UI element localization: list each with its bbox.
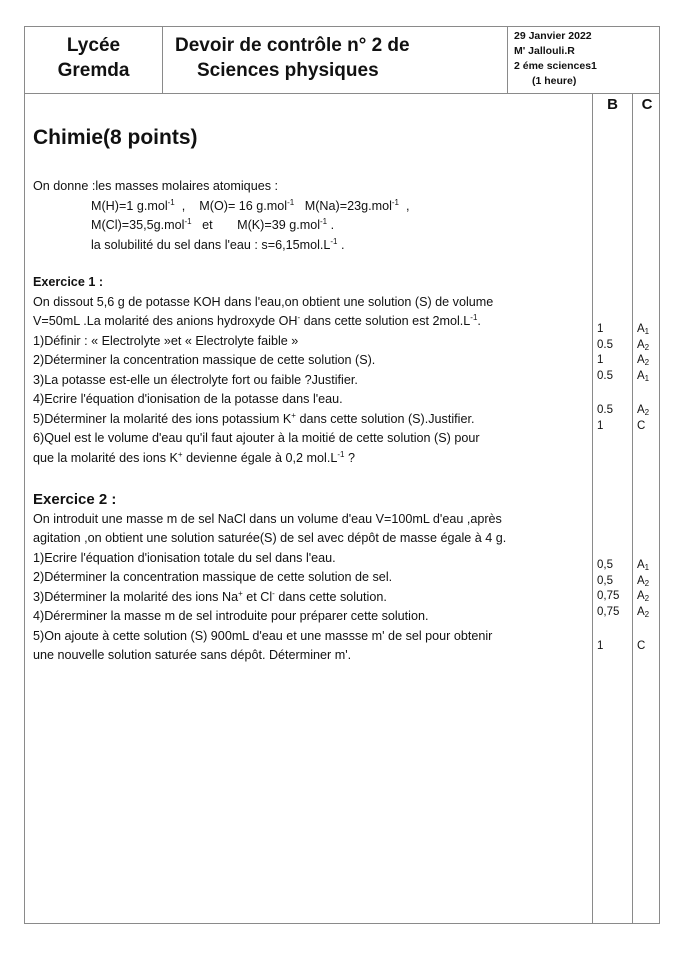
ex1-scores-b: 1 0.5 1 0.5 0.5 1 xyxy=(597,323,613,432)
exam-body xyxy=(24,93,660,924)
exam-meta xyxy=(508,27,659,93)
ex2-scores-b: 0,5 0,5 0,75 0,75 1 xyxy=(597,559,620,652)
exercise-1-title: Exercice 1 : xyxy=(33,275,104,289)
exercise-2-title: Exercice 2 : xyxy=(33,491,117,508)
question: 4)Ecrire l'équation d'ionisation de la potasse dans l'eau. xyxy=(33,392,343,406)
exam-date: 29 Janvier 2022 xyxy=(514,30,592,42)
teacher-name: M' Jallouli.R xyxy=(514,45,575,57)
school-name: Lycée Gremda xyxy=(25,27,163,93)
column-c-label: C xyxy=(641,96,653,113)
given-data: On donne :les masses molaires atomiques : M(H)=1 g.mol$^{-1}$ , M(O)= 16 g.mol$^{-1}$ M(Na)=23g.mol$^{-1}$ , M(Cl)=35,5g.mol$^{-1}$ et M(K)=39 g.mol$^{-1}$ . la solubilité du sel dans l'eau : $s=6,15mol.L^{-1}$ . xyxy=(33,179,410,252)
section-title: Chimie(8 points) xyxy=(33,126,198,149)
question: 3)Déterminer la molarité des ions Na+ et Cl- dans cette solution. xyxy=(33,588,387,604)
class-name: 2 éme sciences1 xyxy=(514,60,597,72)
question: 5)On ajoute à cette solution (S) 900mL d'eau et une massse m' de sel pour obtenir xyxy=(33,628,493,643)
ex2-scores-c: $A_1$ $A_2$ $A_2$ $A_2$ C xyxy=(637,559,650,652)
ex1-scores-c: $A_1$ $A_2$ $A_2$ $A_1$ $A_2$ C xyxy=(637,323,650,432)
exam-header xyxy=(24,26,660,94)
question: 2)Déterminer la concentration massique de cette solution (S). xyxy=(33,353,376,367)
question: 2)Déterminer la concentration massique de cette solution de sel. xyxy=(33,570,393,584)
column-c xyxy=(632,93,661,923)
duration: (1 heure) xyxy=(532,75,577,87)
question: 1)Ecrire l'équation d'ionisation totale du sel dans l'eau. xyxy=(33,550,336,565)
exercise-2: Exercice 2 : On introduit une masse m de sel NaCl dans un volume d'eau V=100mL d'eau ,après agitation ,on obtient une solution saturée(S) de sel avec dépôt de masse égale à 4 g. 1)Ecrire l'équation d'ionisation totale du sel dans l'eau. 2)Déterminer la concentration massique de cette solution de sel. 3)Déterminer la molarité des ions Na+ et Cl- dans cette solution. 4)Dérerminer la masse m de sel introduite pour préparer cette solution. 5)On ajoute à cette solution (S) 900mL d'eau et une massse m' de sel pour obtenir une nouvelle solution saturée sans dépôt. Déterminer m'. xyxy=(33,491,507,662)
question: 5)Déterminer la molarité des ions potassium K+ dans cette solution (S).Justifier. xyxy=(33,410,475,426)
exam-title: Devoir de contrôle n° 2 de Sciences physiques xyxy=(163,27,508,93)
question: 1)Définir : « Electrolyte »et « Electrolyte faible » xyxy=(33,333,299,348)
question: 3)La potasse est-elle un électrolyte fort ou faible ?Justifier. xyxy=(33,372,358,387)
question: 4)Dérerminer la masse m de sel introduite pour préparer cette solution. xyxy=(33,609,429,623)
column-b-label: B xyxy=(607,96,618,113)
column-b xyxy=(592,93,632,923)
question: 6)Quel est le volume d'eau qu'il faut ajouter à la moitié de cette solution (S) pour xyxy=(33,431,480,445)
exercise-1: Exercice 1 : On dissout 5,6 g de potasse KOH dans l'eau,on obtient une solution (S) de volume V=50mL .La molarité des anions hydroxyde OH- dans cette solution est $2mol.L^{-1}$. 1)Définir : « Electrolyte »et « Electrolyte faible » 2)Déterminer la concentration massique de cette solution (S). 3)La potasse est-elle un électrolyte fort ou faible ?Justifier. 4)Ecrire l'équation d'ionisation de la potasse dans l'eau. 5)Déterminer la molarité des ions potassium K+ dans cette solution (S).Justifier. 6)Quel est le volume d'eau qu'il faut ajouter à la moitié de cette solution (S) pour que la molarité des ions K+ devienne égale à 0,2 $mol.L^{-1}$ ? xyxy=(33,275,494,465)
